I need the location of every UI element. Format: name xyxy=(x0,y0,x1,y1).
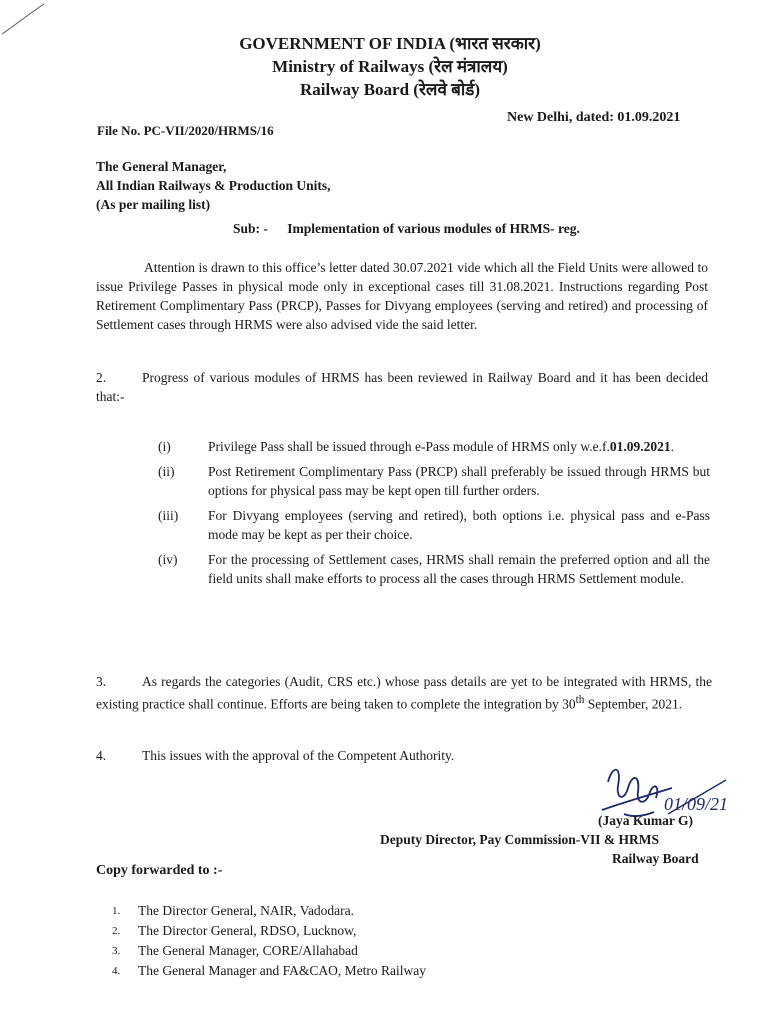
list-text: The General Manager and FA&CAO, Metro Railway xyxy=(138,963,427,978)
file-number: File No. PC-VII/2020/HRMS/16 xyxy=(97,123,274,138)
letter-date: New Delhi, dated: 01.09.2021 xyxy=(507,110,681,125)
decision-text-body: Privilege Pass shall be issued through e-Pass module of HRMS only w.e.f. xyxy=(208,439,610,454)
decision-number: (ii) xyxy=(158,464,175,479)
decision-number: (iv) xyxy=(158,552,178,567)
list-item xyxy=(112,921,426,941)
subject-text: Implementation of various modules of HRMS- reg. xyxy=(287,221,580,236)
addressee-line: (As per mailing list) xyxy=(96,197,211,212)
letterhead-board: Railway Board (रेलवे बोर्ड) xyxy=(299,80,481,99)
addressee-line: All Indian Railways & Production Units, xyxy=(96,178,331,193)
decision-date: 01.09.2021 xyxy=(609,439,671,454)
decision-text: Post Retirement Complimentary Pass (PRCP) shall preferably be issued through HRMS but options for physical pass may be kept open till further orders. xyxy=(208,464,710,498)
addressee-line: The General Manager, xyxy=(96,159,227,174)
list-number: 3. xyxy=(112,945,121,957)
decision-item xyxy=(130,462,710,500)
list-text: The Director General, RDSO, Lucknow, xyxy=(138,923,357,938)
decision-text-end: . xyxy=(670,439,674,454)
subject-label: Sub: - xyxy=(233,221,268,236)
paragraph-number: 3. xyxy=(96,674,107,689)
list-number: 1. xyxy=(112,905,121,917)
paragraph-text-end: September, 2021. xyxy=(584,696,683,712)
paragraph-text: Progress of various modules of HRMS has been reviewed in Railway Board and it has been decided that:- xyxy=(96,370,708,404)
paragraph-1: Attention is drawn to this office’s letter dated 30.07.2021 vide which all the Field Units were allowed to issue Privilege Passes in physical mode only in exceptional cases till 31.08.2021. Instructions regarding Post Retirement Complimentary Pass (PRCP), Passes for Divyang employees (serving and retired) and processing of Settlement cases through HRMS were also advised vide the said letter. xyxy=(96,260,708,332)
decision-number: (i) xyxy=(158,439,171,454)
decision-list xyxy=(130,437,710,594)
decision-item xyxy=(130,506,710,544)
copy-forwarded-title: Copy forwarded to :- xyxy=(96,863,223,878)
decision-item xyxy=(130,437,710,456)
pen-stroke-mark xyxy=(0,0,60,40)
decision-text: For Divyang employees (serving and retired), both options i.e. physical pass and e-Pass mode may be kept as per their choice. xyxy=(208,508,710,542)
decision-number: (iii) xyxy=(158,508,179,523)
decision-text: For the processing of Settlement cases, HRMS shall remain the preferred option and all the field units shall make efforts to process all the cases through HRMS Settlement module. xyxy=(208,552,710,586)
paragraph-number: 4. xyxy=(96,748,107,763)
paragraph-number: 2. xyxy=(96,370,107,385)
decision-text xyxy=(208,437,710,456)
addressee-block xyxy=(96,157,331,214)
list-item xyxy=(112,961,426,981)
paragraph-text: This issues with the approval of the Competent Authority. xyxy=(142,748,455,763)
paragraph-3 xyxy=(96,672,712,714)
list-item xyxy=(112,901,426,921)
superscript: th xyxy=(575,694,585,706)
list-number: 2. xyxy=(112,925,121,937)
list-text: The Director General, NAIR, Vadodara. xyxy=(138,903,355,918)
copy-recipient-list xyxy=(112,901,426,981)
list-item xyxy=(112,941,426,961)
decision-item xyxy=(130,550,710,588)
list-number: 4. xyxy=(112,965,121,977)
letterhead xyxy=(200,32,580,101)
signatory-office: Railway Board xyxy=(612,851,699,866)
signatory-name: (Jaya Kumar G) xyxy=(598,813,693,828)
subject-line xyxy=(233,221,580,237)
list-text: The General Manager, CORE/Allahabad xyxy=(138,943,358,958)
letterhead-ministry: Ministry of Railways (रेल मंत्रालय) xyxy=(272,57,508,76)
handwritten-date: 01/09/21 xyxy=(664,794,729,814)
letterhead-government: GOVERNMENT OF INDIA (भारत सरकार) xyxy=(239,34,541,53)
signatory-designation: Deputy Director, Pay Commission-VII & HRMS xyxy=(380,832,659,847)
paragraph-2 xyxy=(96,368,708,406)
paragraph-text: As regards the categories (Audit, CRS etc.) whose pass details are yet to be integrated with HRMS, the existing practice shall continue. Efforts are being taken to complete the integration by 30 xyxy=(96,674,712,712)
